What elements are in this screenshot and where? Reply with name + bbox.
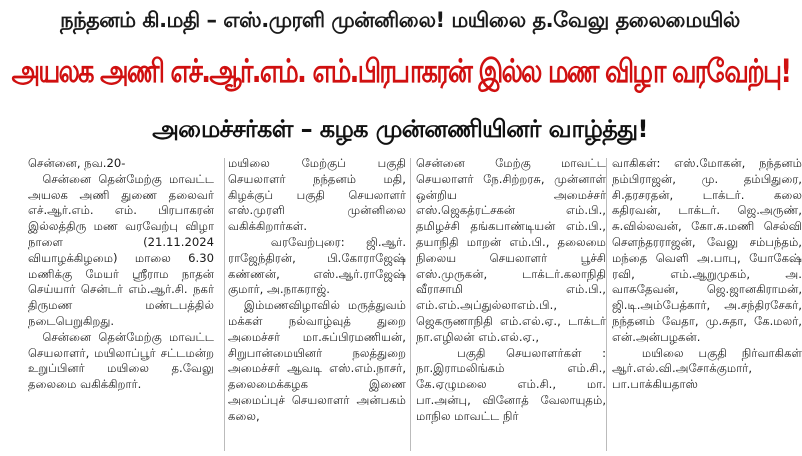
kicker-headline: நந்தனம் கி.மதி – எஸ்.முரளி முன்னிலை! மயிலை த.வேலு தலைமையில் bbox=[60, 7, 740, 32]
article-column-3 bbox=[416, 156, 606, 456]
sub-headline: அமைச்சர்கள் – கழக முன்னணியினர் வாழ்த்து! bbox=[152, 114, 648, 143]
column-text: சென்னை மேற்கு மாவட்ட செயலாளர் நே.சிற்றரசு, முன்னாள் ஒன்றிய அமைச்சர் எஸ்.ஜெகத்ரட்சகன் எம்.பி., தமிழச்சி தங்கபாண்டியன் எம்.பி., தயாநிதி மாறன் எம்.பி., தலைமை நிலைய செயலாளர் பூச்சி எஸ்.முருகன், டாக்டர்.கலாநிதி வீராசாமி எம்.பி., எம்.எம்.அப்துல்லாஎம்.பி., ஜெகருணாநிதி எம்.எல்.ஏ., டாக்டர் நா.எழிலன் எம்.எல்.ஏ., பகுதி செயலாளர்கள் : நா.இராமலிங்கம் எம்.சி., கே.ஏழுமலை எம்.சி., மா. பா.அன்பு, வினோத் வேலாயுதம், மாநில மாவட்ட நிர் bbox=[416, 156, 606, 423]
column-text: சென்னை, நவ.20- சென்னை தென்மேற்கு மாவட்ட அயலக அணி துணை தலைவர் எச்.ஆர்.எம். எம். பிரபாகரன் இல்லத்திரு மண வரவேற்பு விழா நாளை (21.11.2024 வியாழக்கிழமை) மாலை 6.30 மணிக்கு மேயர் ஸ்ரீராம நாதன் செய்யார் சென்டர் எம்.ஆர்.சி. நகர் திருமண மண்டபத்தில் நடைபெறுகிறது. சென்னை தென்மேற்கு மாவட்ட செயலாளர், மயிலாப்பூர் சட்டமன்ற உறுப்பினர் மயிலை த.வேலு தலைமை வகிக்கிறார். bbox=[28, 156, 214, 392]
article-column-2 bbox=[228, 156, 406, 456]
main-headline: அயலக அணி எச்.ஆர்.எம். எம்.பிரபாகரன் இல்ல மண விழா வரவேற்பு! bbox=[11, 52, 791, 90]
column-text: வாகிகள்: எஸ்.மோகன், நந்தனம் நம்பிராஜன், மு. தம்பிதுரை, சி.தரசரதன், டாக்டர். கலை கதிரவன், டாக்டர். ஜெ.அருண், சு.வில்லவன், கோ.சு.மணி செல்வி சௌந்தரராஜன், வேலு சம்பந்தம், மந்தை வெளி அ.பாபு, யோகேஷ் ரவி, எம்.ஆறுமுகம், அ. வாசுதேவன், ஜெ.ஜானகிராமன், ஜி.டி.அம்பேத்கார், அ.சந்திரசேகர், நந்தனம் வேதா, மு.சுதா, கே.மலர், என்.அன்பழகன். மயிலை பகுதி நிர்வாகிகள் ஆர்.எல்.வி.அசோக்குமார், பா.பாக்கியதாஸ் bbox=[612, 156, 802, 392]
article-column-1 bbox=[28, 156, 214, 456]
article-body bbox=[28, 156, 800, 451]
column-text: மயிலை மேற்குப் பகுதி செயலாளர் நந்தனம் மதி, கிழக்குப் பகுதி செயலாளர் எஸ்.முரளி முன்னிலை வகிக்கிறார்கள். வரவேற்புரை: ஜி.ஆர். ராஜேந்திரன், பி.கோராஜேஷ் கண்ணன், எஸ்.ஆர்.ராஜேஷ் குமார், அ.நாகராஜ். இம்மணவிழாவில் மருத்துவம் மக்கள் நல்வாழ்வுத் துறை அமைச்சர் மா.சுப்பிரமணியன், சிறுபான்மையினர் நலத்துறை அமைச்சர் ஆவடி எஸ்.எம்.நாசர், தலைமைக்கழக இணை அமைப்புச் செயலாளர் அன்பகம் கலை, bbox=[228, 156, 407, 423]
article-column-4 bbox=[612, 156, 802, 456]
